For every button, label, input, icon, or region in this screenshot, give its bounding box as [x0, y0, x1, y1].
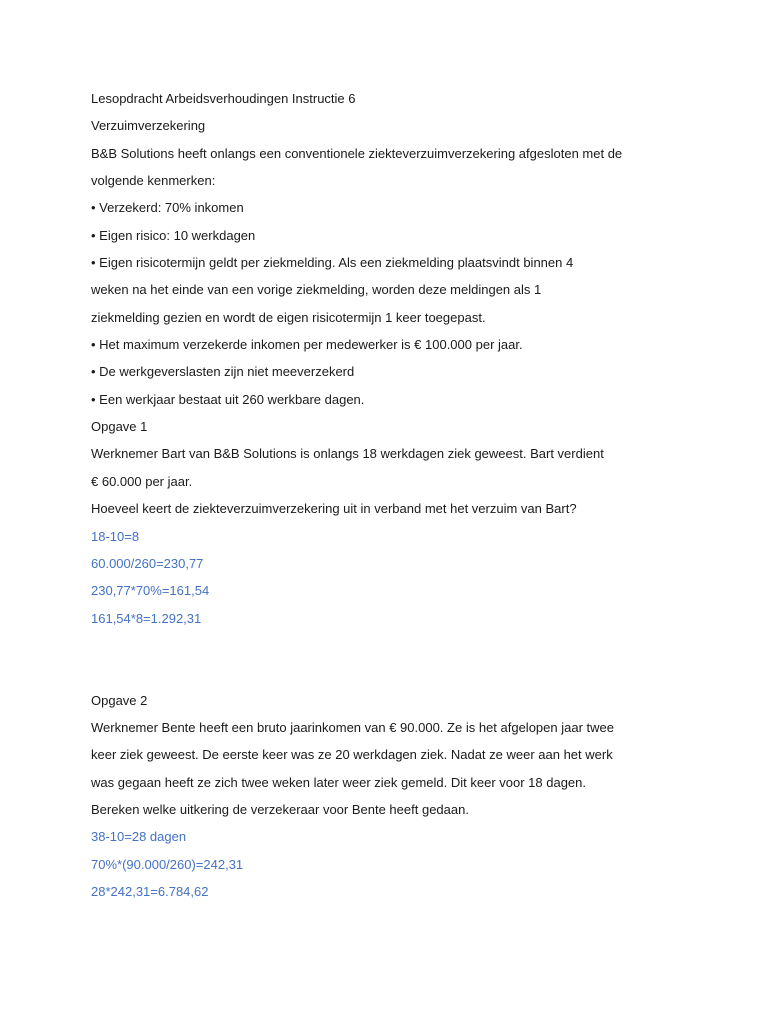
opgave-1-answer: 18-10=8 — [91, 528, 140, 544]
bullet-risk-term: • Eigen risicotermijn geldt per ziekmelding. Als een ziekmelding plaatsvindt binnen 4 — [91, 249, 711, 276]
opgave-1-answer: 230,77*70%=161,54 — [91, 583, 210, 599]
paragraph-spacer — [91, 632, 711, 687]
bullet-risk-term-continued: ziekmelding gezien en wordt de eigen risicotermijn 1 keer toegepast. — [91, 309, 486, 325]
document-title: Lesopdracht Arbeidsverhoudingen Instructie 6 — [91, 91, 356, 106]
opgave-2-question: was gegaan heeft ze zich twee weken later weer ziek gemeld. Dit keer voor 18 dagen. — [91, 774, 586, 790]
opgave-1-label: Opgave 1 — [91, 419, 148, 435]
opgave-1-answer: 60.000/260=230,77 — [91, 555, 204, 571]
opgave-2-answer: 38-10=28 dagen — [91, 829, 187, 845]
bullet-risk-term-continued: weken na het einde van een vorige ziekmelding, worden deze meldingen als 1 — [91, 282, 542, 298]
opgave-2-question: Bereken welke uitkering de verzekeraar voor Bente heeft gedaan. — [91, 801, 469, 817]
opgave-1-question: Hoeveel keert de ziekteverzuimverzekering uit in verband met het verzuim van Bart? — [91, 501, 577, 517]
opgave-1-question: Werknemer Bart van B&B Solutions is onlangs 18 werkdagen ziek geweest. Bart verdient — [91, 446, 604, 462]
bullet-employer-costs: • De werkgeverslasten zijn niet meeverzekerd — [91, 358, 711, 385]
opgave-1-question: € 60.000 per jaar. — [91, 473, 193, 489]
intro-line: volgende kenmerken: — [91, 173, 216, 189]
opgave-2-question: keer ziek geweest. De eerste keer was ze 20 werkdagen ziek. Nadat ze weer aan het werk — [91, 747, 613, 763]
opgave-2-answer: 28*242,31=6.784,62 — [91, 883, 209, 899]
bullet-own-risk: • Eigen risico: 10 werkdagen — [91, 222, 711, 249]
opgave-1-answer: 161,54*8=1.292,31 — [91, 610, 202, 626]
opgave-2-label: Opgave 2 — [91, 692, 148, 708]
opgave-2-question: Werknemer Bente heeft een bruto jaarinkomen van € 90.000. Ze is het afgelopen jaar twee — [91, 719, 614, 735]
document-body — [91, 85, 711, 905]
bullet-max-income: • Het maximum verzekerde inkomen per medewerker is € 100.000 per jaar. — [91, 331, 711, 358]
bullet-insured-income: • Verzekerd: 70% inkomen — [91, 194, 711, 221]
bullet-work-year: • Een werkjaar bestaat uit 260 werkbare dagen. — [91, 386, 711, 413]
opgave-2-answer: 70%*(90.000/260)=242,31 — [91, 856, 244, 872]
section-heading: Verzuimverzekering — [91, 118, 206, 134]
intro-line: B&B Solutions heeft onlangs een conventionele ziekteverzuimverzekering afgesloten met de — [91, 145, 623, 161]
